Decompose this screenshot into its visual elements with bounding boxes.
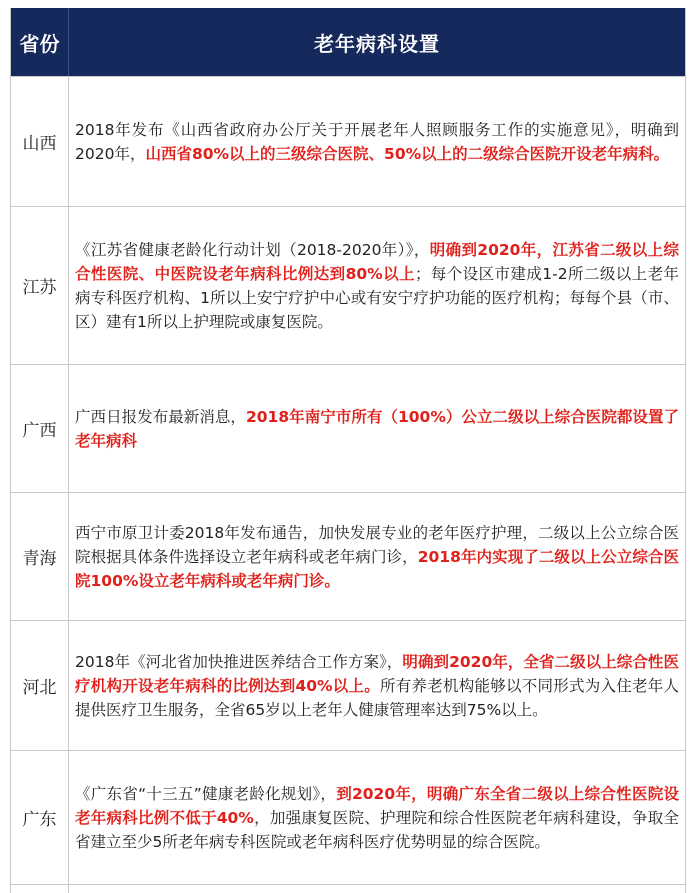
text-segment: 广西日报发布最新消息， [75,407,246,426]
highlight-segment: 山西省80%以上的三级综合医院、50%以上的二级综合医院开设老年病科。 [145,144,670,163]
table-header [11,8,685,76]
table-row [11,750,685,884]
highlight-segment: 2018年南宁市所有（100%）公立二级以上综合医院都设置了老年病科 [75,407,679,450]
province-cell: 山西 [11,77,69,206]
policy-table [10,8,686,893]
table-row-partial [11,884,685,893]
description-cell [69,493,685,620]
description-cell [69,77,685,206]
text-segment: 所有养老机构能够以不同形式为入住老年人提供医疗卫生服务，全省65岁以上老年人健康管理率达到75%以上。 [75,676,679,719]
description-cell [69,751,685,884]
province-cell: 青海 [11,493,69,620]
province-cell [11,885,69,893]
description-cell [69,207,685,364]
description-cell [69,365,685,492]
text-segment: 2018年发布《山西省政府办公厅关于开展老年人照顾服务工作的实施意见》，明确到2020年， [75,120,679,163]
text-segment: 《江苏省健康老龄化行动计划（2018-2020年）》， [75,240,430,259]
province-cell: 河北 [11,621,69,750]
highlight-segment: 明确到2020年，全省二级以上综合性医疗机构开设老年病科的比例达到40%以上。 [75,652,679,695]
text-segment: ，加强康复医院、护理院和综合性医院老年病科建设，争取全省建立至少5所老年病专科医院或老年病科医疗优势明显的综合医院。 [75,808,679,851]
table-row [11,76,685,206]
highlight-segment: 明确到2020年，江苏省二级以上综合性医院、中医院设老年病科比例达到80%以上 [75,240,679,283]
table-row [11,492,685,620]
province-cell: 广东 [11,751,69,884]
table-row [11,620,685,750]
text-segment: ；每个设区市建成1-2所二级以上老年病专科医疗机构、1所以上安宁疗护中心或有安宁疗护功能的医疗机构；每每个县（市、区）建有1所以上护理院或康复医院。 [75,264,679,331]
text-segment: 2018年《河北省加快推进医养结合工作方案》， [75,652,403,671]
table-row [11,364,685,492]
description-cell [69,885,685,893]
header-setting: 老年病科设置 [314,31,440,56]
highlight-segment: 2018年内实现了二级以上公立综合医院100%设立老年病科或老年病门诊。 [75,547,679,590]
header-province: 省份 [11,8,69,76]
table-row [11,206,685,364]
highlight-segment: 到2020年，明确广东全省二级以上综合性医院设老年病科比例不低于40% [75,784,679,827]
text-segment: 西宁市原卫计委2018年发布通告，加快发展专业的老年医疗护理，二级以上公立综合医院根据具体条件选择设立老年病科或老年病门诊， [75,523,679,566]
province-cell: 江苏 [11,207,69,364]
text-segment: 《广东省“十三五”健康老龄化规划》， [75,784,337,803]
province-cell: 广西 [11,365,69,492]
description-cell [69,621,685,750]
